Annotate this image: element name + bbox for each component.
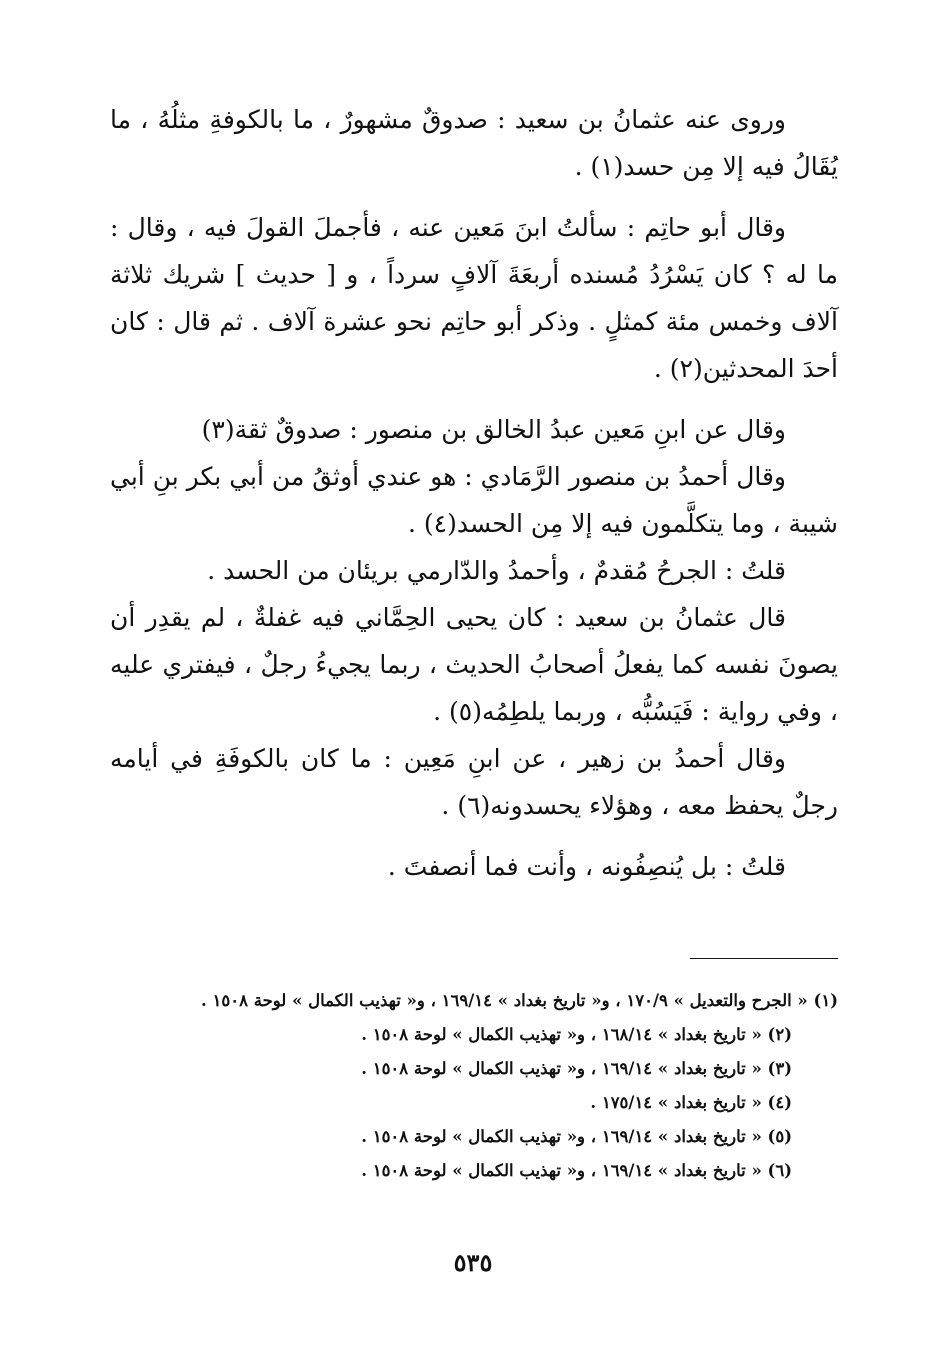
footnote-4: (٤) « تاريخ بغداد » ١٧٥/١٤ .	[590, 1093, 792, 1112]
paragraph-8: قلتُ : بل يُنصِفُونه ، وأنت فما أنصفتَ .	[387, 852, 786, 881]
paragraph-4: وقال أحمدُ بن منصور الرَّمَادي : هو عندي أوثقُ من أبي بكر بنِ أبي شيبة ، وما يتكلَّمون فيه إلا مِن الحسد(٤) .	[110, 462, 838, 538]
paragraph-7: وقال أحمدُ بن زهير ، عن ابنِ مَعِين : ما كان بالكوفَةِ في أيامه رجلٌ يحفظ معه ، وهؤلاء يحسدونه(٦) .	[110, 744, 838, 820]
paragraph-2: وقال أبو حاتِم : سألتُ ابنَ مَعين عنه ، فأجملَ القولَ فيه ، وقال : ما له ؟ كان يَسْرُدُ مُسنده أربعَةَ آلافٍ سرداً ، و [ حديث ] شريك ثلاثة آلاف وخمس مئة كمثلٍ . وذكر أبو حاتِم نحو عشرة آلاف . ثم قال : كان أحدَ المحدثين(٢) .	[110, 213, 838, 383]
page-number: ٥٣٥	[453, 1248, 493, 1277]
footnotes	[110, 984, 838, 1188]
main-text	[110, 96, 838, 890]
footnote-6: (٦) « تاريخ بغداد » ١٦٩/١٤ ، و« تهذيب الكمال » لوحة ١٥٠٨ .	[361, 1161, 792, 1180]
paragraph-1: وروى عنه عثمانُ بن سعيد : صدوقٌ مشهورٌ ، ما بالكوفةِ مثلُهُ ، ما يُقَالُ فيه إلا مِن حسد(١) .	[110, 105, 838, 181]
footnote-2: (٢) « تاريخ بغداد » ١٦٨/١٤ ، و« تهذيب الكمال » لوحة ١٥٠٨ .	[361, 1025, 792, 1044]
paragraph-5: قلتُ : الجرحُ مُقدمٌ ، وأحمدُ والدّارمي بريئان من الحسد .	[207, 556, 786, 585]
footnote-1: (١) « الجرح والتعديل » ١٧٠/٩ ، و« تاريخ بغداد » ١٦٩/١٤ ، و« تهذيب الكمال » لوحة ١٥٠٨ .	[201, 991, 838, 1010]
footnote-separator	[690, 958, 838, 959]
paragraph-3: وقال عن ابنِ مَعين عبدُ الخالق بن منصور : صدوقٌ ثقة(٣)	[201, 415, 786, 444]
footnote-5: (٥) « تاريخ بغداد » ١٦٩/١٤ ، و« تهذيب الكمال » لوحة ١٥٠٨ .	[361, 1127, 792, 1146]
paragraph-6: قال عثمانُ بن سعيد : كان يحيى الحِمَّاني فيه غفلةٌ ، لم يقدِر أن يصونَ نفسه كما يفعلُ أصحابُ الحديث ، ربما يجيءُ رجلٌ ، فيفتري عليه ، وفي رواية : فَيَسُبُّه ، وربما يلطِمُه(٥) .	[110, 603, 838, 726]
footnote-3: (٣) « تاريخ بغداد » ١٦٩/١٤ ، و« تهذيب الكمال » لوحة ١٥٠٨ .	[361, 1059, 792, 1078]
